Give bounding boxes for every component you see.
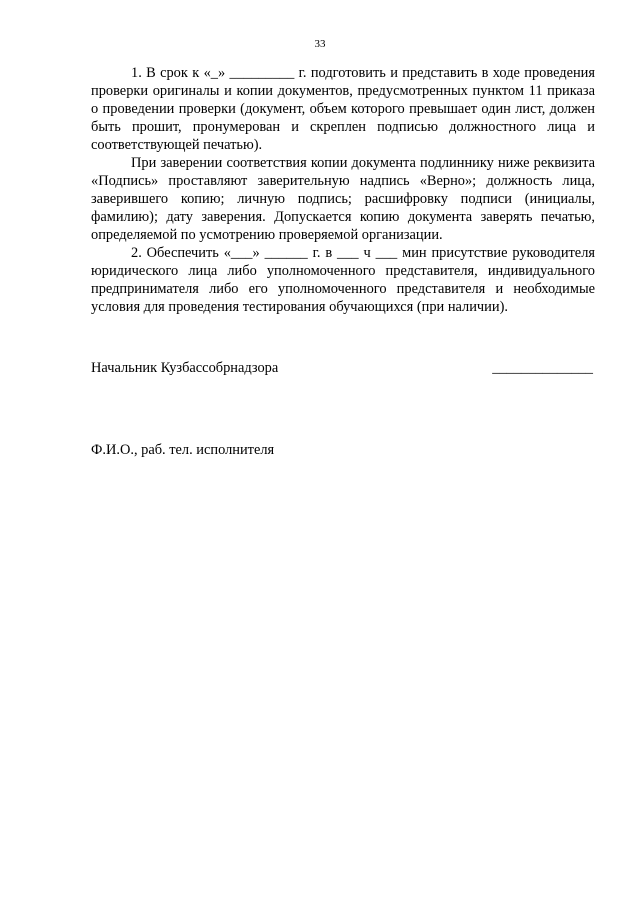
executor-info: Ф.И.О., раб. тел. исполнителя bbox=[91, 442, 275, 458]
signature-line: ______________ bbox=[492, 360, 593, 376]
paragraph-deadline: 1. В срок к «_» _________ г. подготовить и представить в ходе проведения проверки оригиналы и копии документов, предусмотренных пунктом 11 приказа о проведении проверки (документ, объем которого превышает один лист, должен быть прошит, пронумерован и скреплен подписью должностного лица и соответствующей печатью). bbox=[91, 65, 595, 153]
paragraph-certification: При заверении соответствия копии документа подлиннику ниже реквизита «Подпись» проставляют заверительную надпись «Верно»; должность лица, заверившего копию; личную подпись; расшифровку подписи (инициалы, фамилию); дату заверения. Допускается копию документа заверять печатью, определяемой по усмотрению проверяемой организации. bbox=[91, 155, 595, 243]
paragraph-presence: 2. Обеспечить «___» ______ г. в ___ ч ___ мин присутствие руководителя юридического лица либо уполномоченного представителя, индивидуального предпринимателя либо его уполномоченного представителя и необходимые условия для проведения тестирования обучающихся (при наличии). bbox=[91, 245, 595, 315]
signatory-position: Начальник Кузбассобрнадзора bbox=[91, 360, 279, 376]
signature-block bbox=[91, 359, 593, 377]
page-number: 33 bbox=[314, 38, 326, 50]
document-body bbox=[91, 64, 595, 316]
